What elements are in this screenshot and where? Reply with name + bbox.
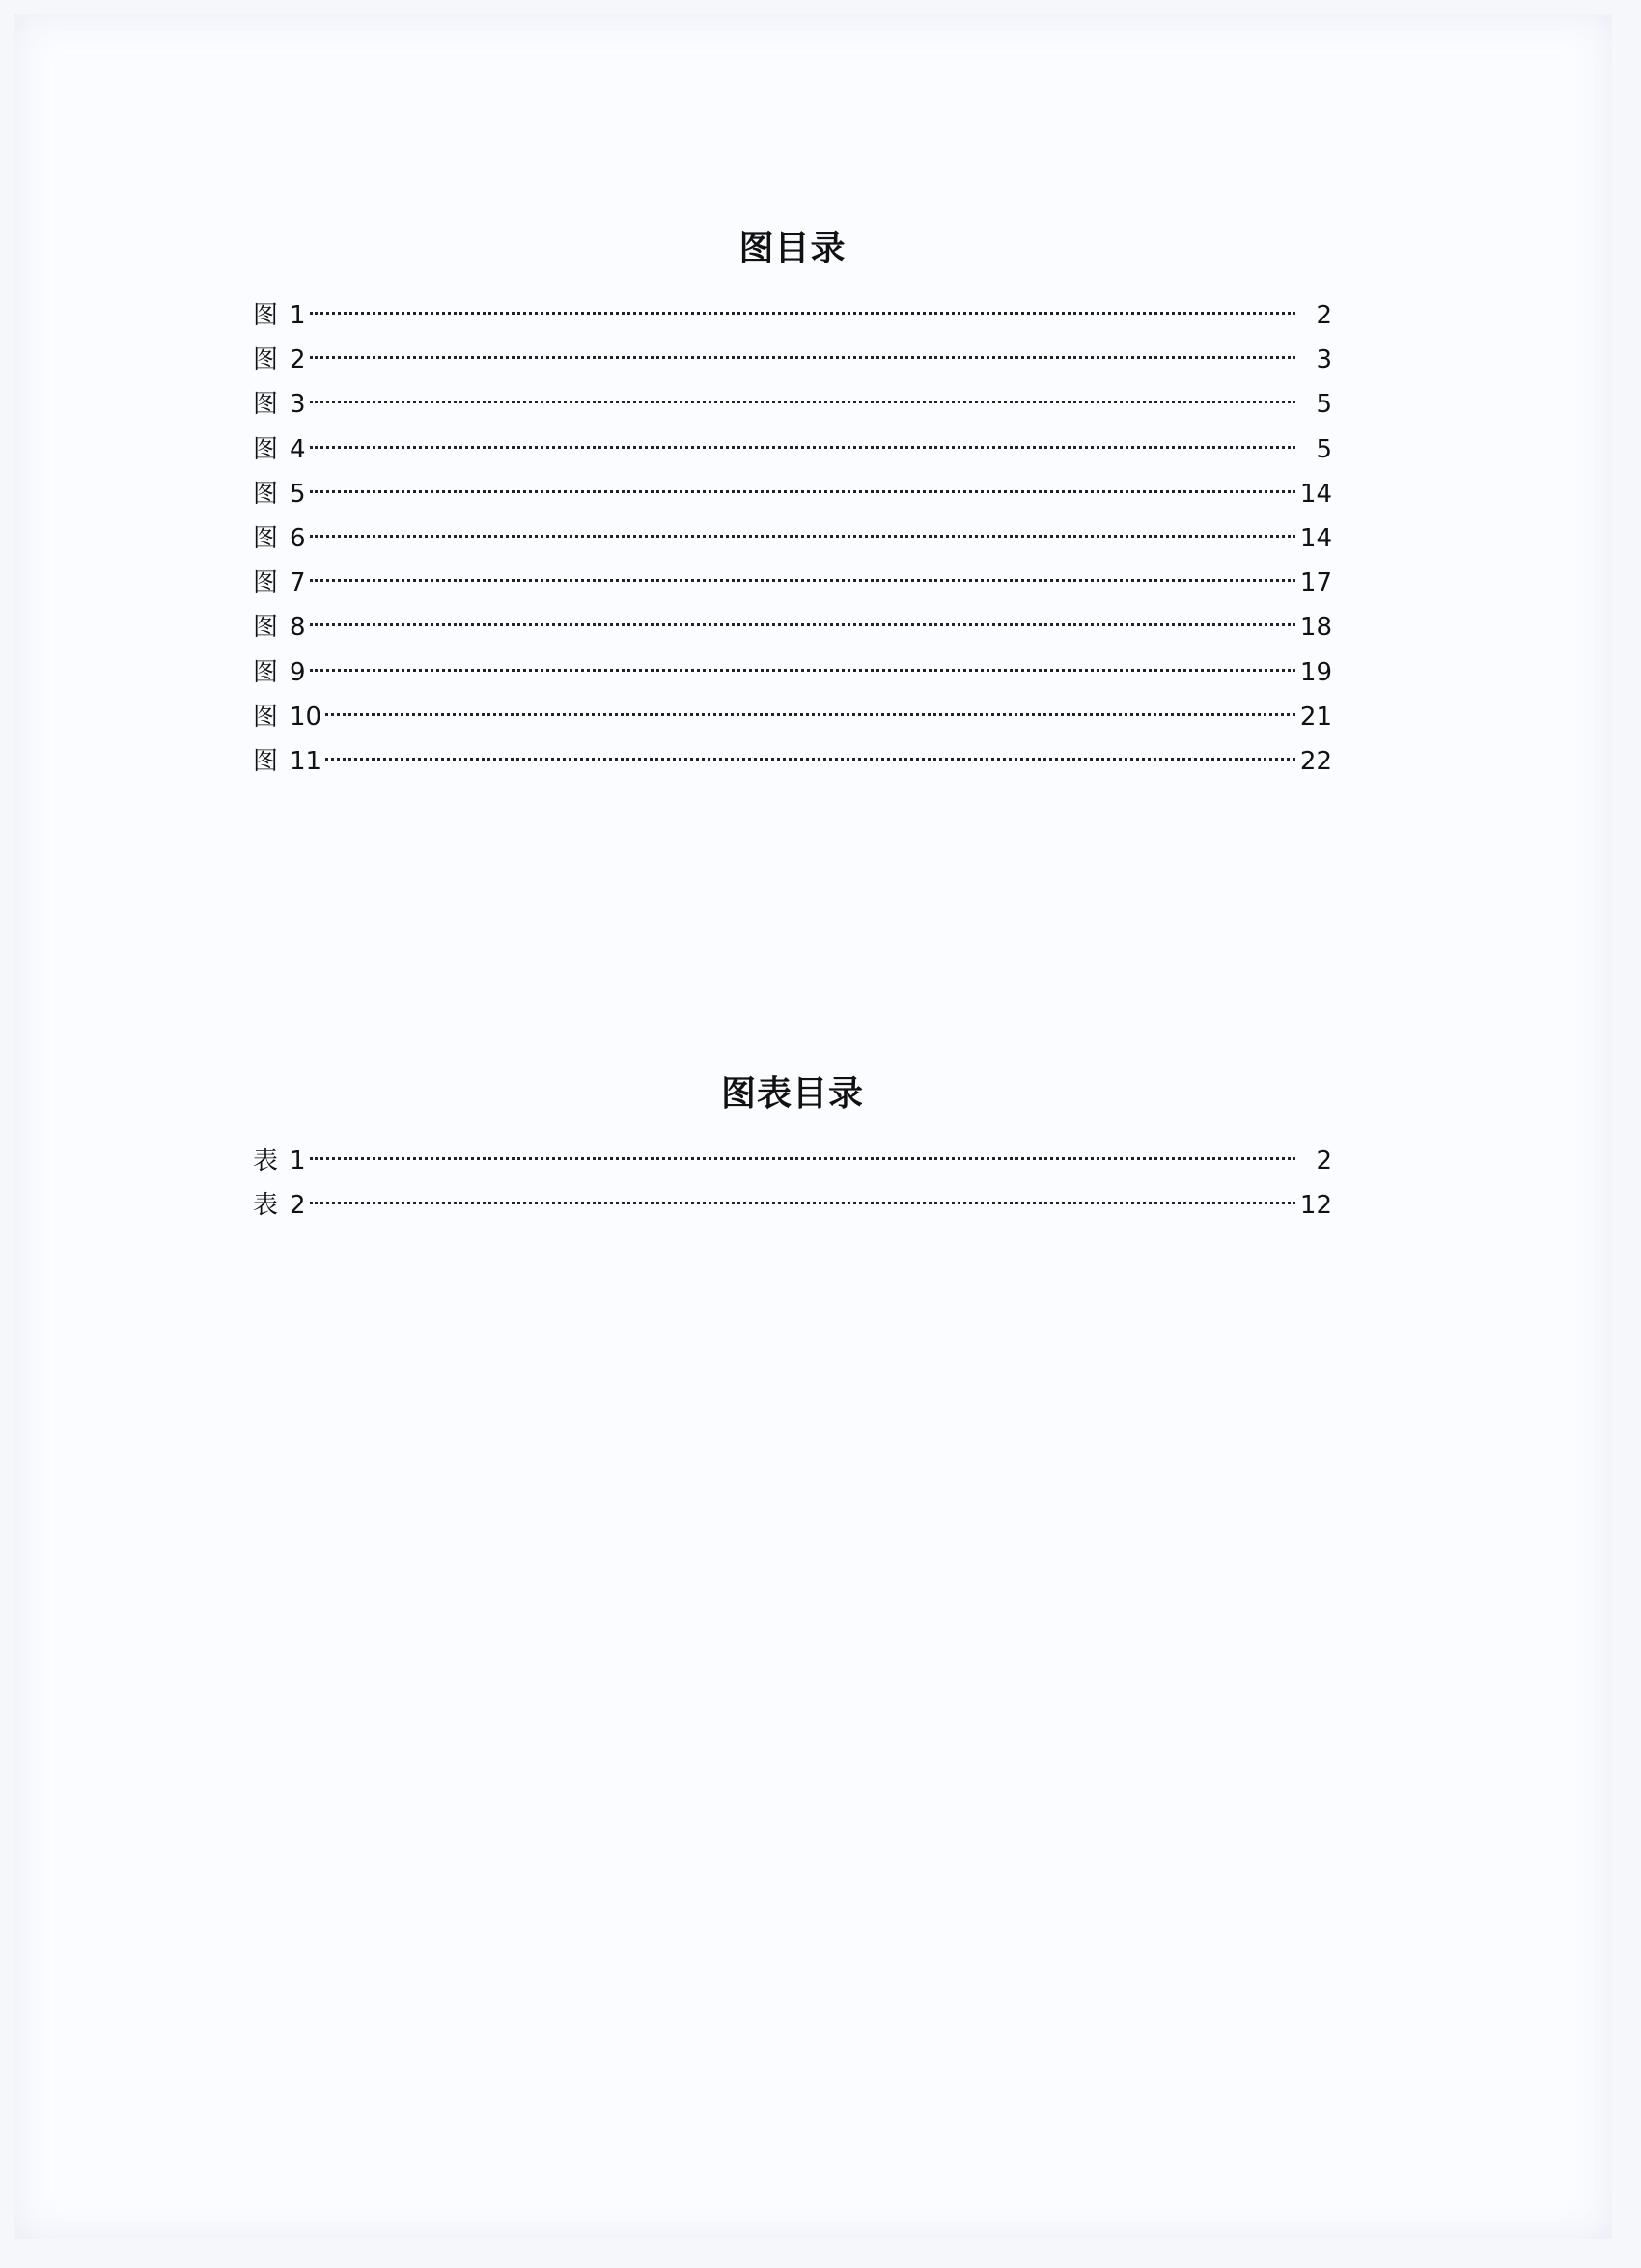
dot-leader: [310, 446, 1295, 449]
figure-toc-entry[interactable]: [253, 382, 1332, 427]
figure-entry-page-number: 14: [1299, 523, 1332, 553]
dot-leader: [325, 713, 1295, 716]
figure-entry-label: [253, 605, 306, 650]
table-toc-section: [253, 1071, 1332, 1228]
table-entry-page-number: 12: [1299, 1191, 1332, 1221]
figure-entry-page-number: 2: [1316, 301, 1332, 330]
figure-entry-page-number: 17: [1299, 568, 1332, 598]
dot-leader: [310, 535, 1295, 538]
table-toc-entry[interactable]: [253, 1139, 1332, 1183]
figure-entry-prefix: 图: [253, 523, 279, 553]
figure-entry-number: 1: [290, 301, 306, 330]
figure-entry-label: [253, 650, 306, 695]
figure-toc-section: [253, 226, 1332, 784]
figure-entry-prefix: 图: [253, 657, 279, 687]
figure-entry-prefix: 图: [253, 301, 279, 330]
table-entry-page-number: 2: [1316, 1147, 1332, 1175]
dot-leader: [310, 401, 1295, 403]
figure-entry-label: [253, 428, 306, 472]
figure-toc-entry[interactable]: [253, 516, 1332, 561]
figure-entry-number: 11: [290, 746, 322, 776]
dot-leader: [310, 623, 1295, 626]
dot-leader: [310, 312, 1295, 315]
figure-entry-label: [253, 382, 306, 427]
table-entry-label: [253, 1183, 306, 1228]
figure-entry-label: [253, 338, 306, 382]
table-entry-number: 2: [290, 1191, 306, 1221]
figure-entry-label: [253, 293, 306, 338]
figure-entry-prefix: 图: [253, 390, 279, 420]
figure-toc-entry[interactable]: [253, 739, 1332, 784]
figure-entry-label: [253, 695, 321, 739]
figure-entry-label: [253, 472, 306, 516]
figure-entry-prefix: 图: [253, 568, 279, 598]
figure-entry-page-number: 22: [1299, 746, 1332, 776]
figure-entry-number: 9: [290, 657, 306, 687]
figure-entry-prefix: 图: [253, 702, 279, 732]
dot-leader: [310, 579, 1295, 582]
table-entry-label: [253, 1139, 306, 1183]
figure-entry-number: 10: [290, 702, 322, 732]
dot-leader: [310, 1157, 1295, 1160]
figure-entry-number: 3: [290, 390, 306, 420]
figure-entry-page-number: 5: [1316, 434, 1332, 464]
figure-toc-entry[interactable]: [253, 338, 1332, 382]
figure-entry-prefix: 图: [253, 613, 279, 643]
dot-leader: [310, 490, 1295, 493]
figure-entry-number: 8: [290, 613, 306, 643]
figure-entry-page-number: 3: [1316, 346, 1332, 375]
figure-entry-number: 2: [290, 346, 306, 375]
figure-toc-entry[interactable]: [253, 695, 1332, 739]
figure-entry-page-number: 21: [1299, 702, 1332, 732]
figure-toc-entry[interactable]: [253, 650, 1332, 695]
document-page: [14, 14, 1612, 2239]
table-entry-prefix: 表: [253, 1191, 279, 1221]
figure-entry-label: [253, 561, 306, 605]
figure-toc-entry[interactable]: [253, 428, 1332, 472]
figure-toc-entry[interactable]: [253, 293, 1332, 338]
figure-toc-entry[interactable]: [253, 472, 1332, 516]
figure-entry-page-number: 5: [1316, 390, 1332, 420]
figure-entry-prefix: 图: [253, 479, 279, 509]
table-toc-list: [253, 1139, 1332, 1228]
figure-entry-prefix: 图: [253, 346, 279, 375]
figure-entry-label: [253, 739, 321, 784]
dot-leader: [325, 758, 1295, 761]
figure-entry-page-number: 19: [1299, 657, 1332, 687]
figure-entry-page-number: 14: [1299, 479, 1332, 509]
figure-toc-list: [253, 293, 1332, 784]
table-entry-number: 1: [290, 1147, 306, 1175]
figure-entry-label: [253, 516, 306, 561]
dot-leader: [310, 356, 1295, 359]
dot-leader: [310, 1202, 1295, 1204]
table-entry-prefix: 表: [253, 1147, 279, 1175]
figure-entry-page-number: 18: [1299, 613, 1332, 643]
figure-entry-prefix: 图: [253, 746, 279, 776]
figure-entry-number: 6: [290, 523, 306, 553]
dot-leader: [310, 669, 1295, 672]
table-toc-entry[interactable]: [253, 1183, 1332, 1228]
figure-entry-number: 4: [290, 434, 306, 464]
figure-entry-number: 7: [290, 568, 306, 598]
figure-toc-title: 图目录: [738, 229, 847, 268]
figure-entry-number: 5: [290, 479, 306, 509]
figure-entry-prefix: 图: [253, 434, 279, 464]
figure-toc-entry[interactable]: [253, 561, 1332, 605]
table-toc-title: 图表目录: [720, 1074, 864, 1114]
figure-toc-entry[interactable]: [253, 605, 1332, 650]
